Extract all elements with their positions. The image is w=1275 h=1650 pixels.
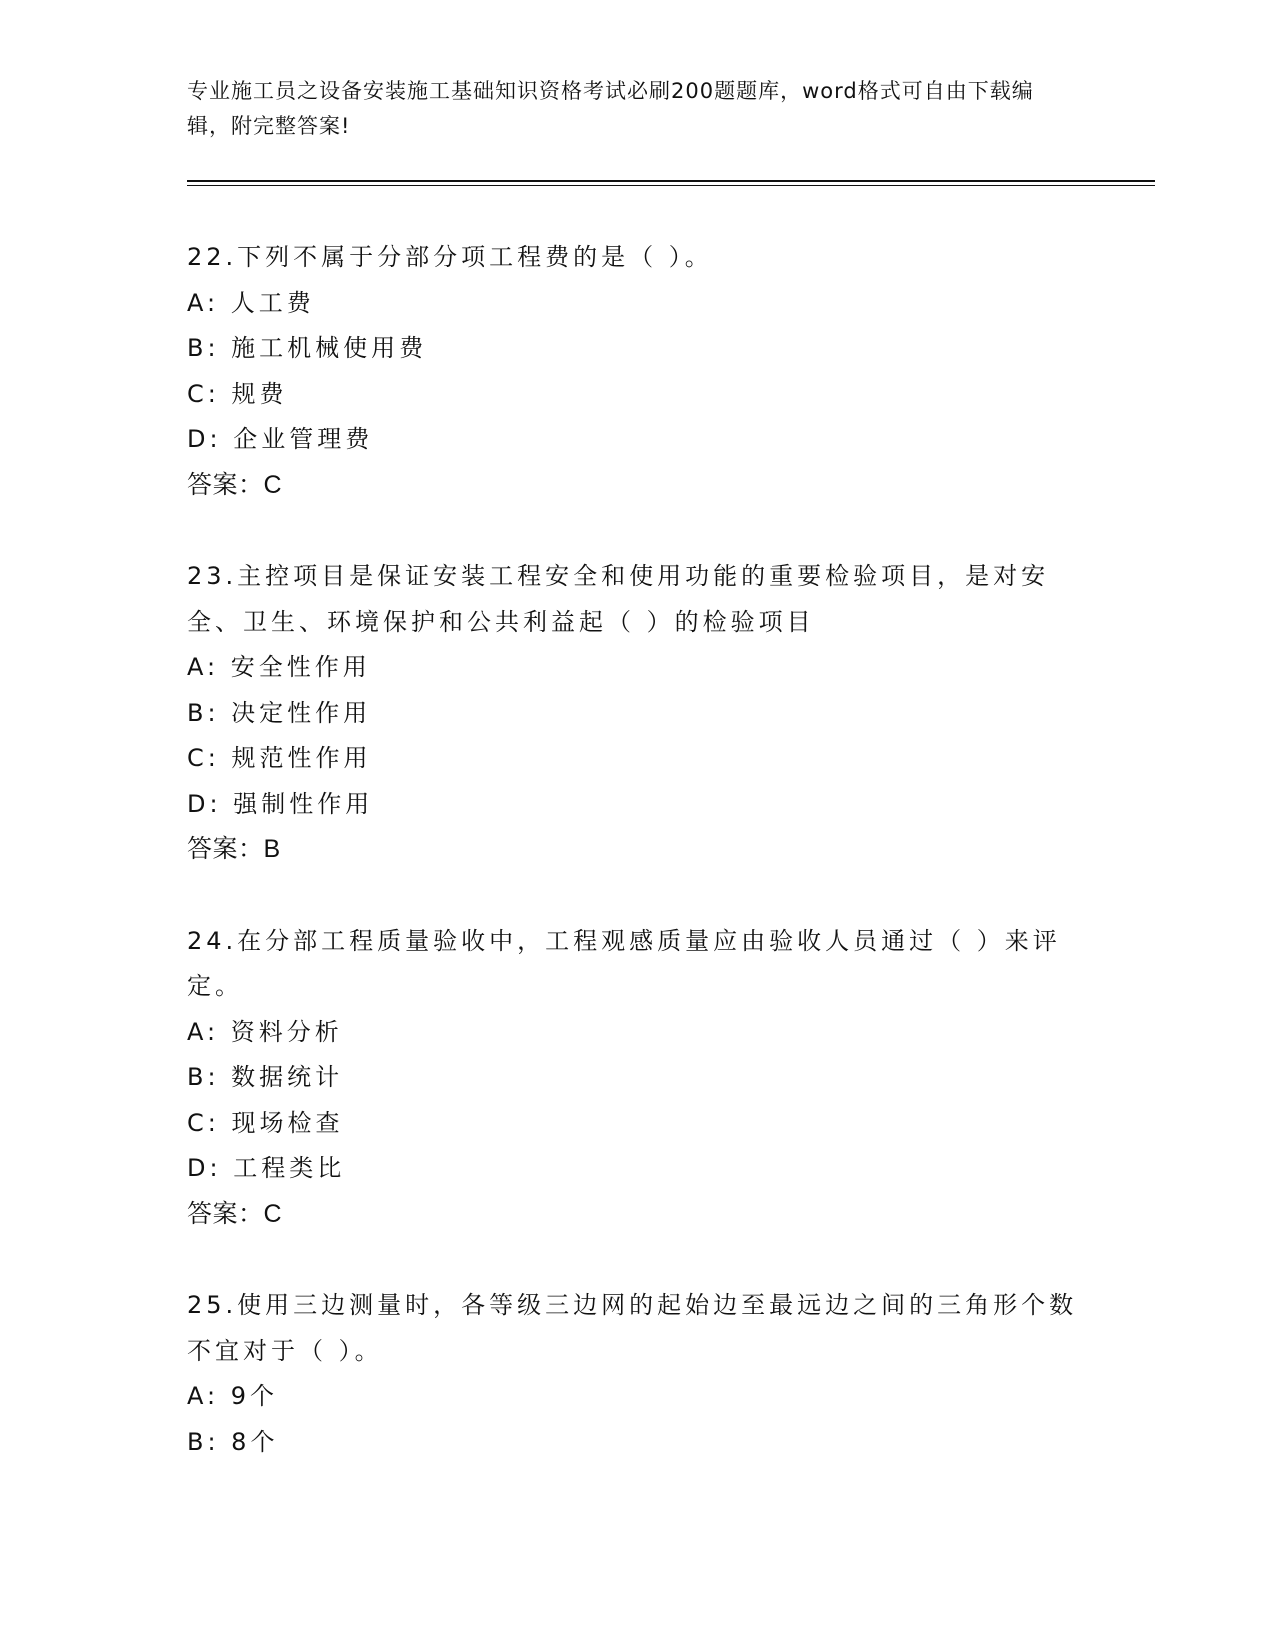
option-a: A: 安全性作用 bbox=[187, 653, 371, 681]
option-a: A: 资料分析 bbox=[187, 1017, 343, 1046]
question-23 bbox=[187, 554, 1087, 873]
answer-line: 答案：C bbox=[187, 470, 283, 499]
option-d: D: 强制性作用 bbox=[187, 789, 374, 818]
option-c: C: 规费 bbox=[187, 379, 288, 408]
question-25 bbox=[187, 1283, 1087, 1465]
option-b: B: 决定性作用 bbox=[187, 698, 372, 727]
question-22 bbox=[187, 235, 1087, 508]
option-b: B: 数据统计 bbox=[187, 1063, 344, 1091]
option-d: D: 工程类比 bbox=[187, 1154, 346, 1182]
answer-line: 答案：B bbox=[187, 835, 281, 863]
answer-line: 答案：C bbox=[187, 1199, 283, 1228]
option-c: C: 规范性作用 bbox=[187, 744, 372, 772]
option-b: B: 8个 bbox=[187, 1427, 279, 1456]
option-a: A: 人工费 bbox=[187, 288, 315, 317]
question-stem: 25.使用三边测量时，各等级三边网的起始边至最远边之间的三角形个数不宜对于（ ）。 bbox=[187, 1291, 1078, 1365]
option-b: B: 施工机械使用费 bbox=[187, 334, 428, 362]
question-list bbox=[187, 235, 1087, 1511]
header-divider bbox=[187, 180, 1155, 186]
question-stem: 22.下列不属于分部分项工程费的是（ ）。 bbox=[187, 243, 713, 271]
option-a: A: 9个 bbox=[187, 1382, 278, 1410]
question-stem: 23.主控项目是保证安装工程安全和使用功能的重要检验项目，是对安全、卫生、环境保护和公共利益起（ ）的检验项目 bbox=[187, 562, 1050, 636]
option-c: C: 现场检查 bbox=[187, 1108, 344, 1137]
question-stem: 24.在分部工程质量验收中，工程观感质量应由验收人员通过（ ）来评定。 bbox=[187, 926, 1061, 1000]
document-header: 专业施工员之设备安装施工基础知识资格考试必刷200题题库，word格式可自由下载编辑，附完整答案! bbox=[187, 79, 1034, 138]
option-d: D: 企业管理费 bbox=[187, 425, 374, 453]
question-24 bbox=[187, 919, 1087, 1238]
